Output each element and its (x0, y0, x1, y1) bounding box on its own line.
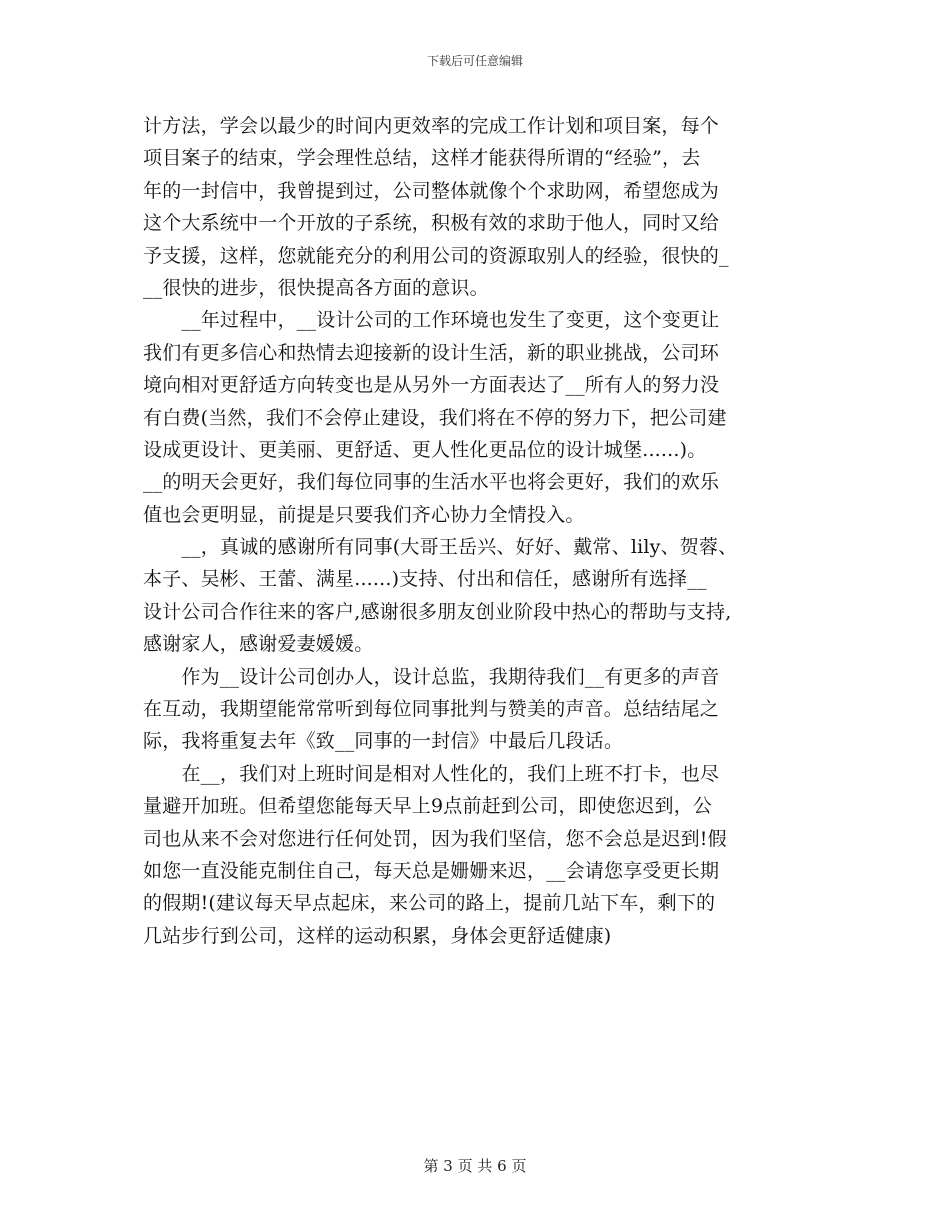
text-line: 作为__设计公司创办人，设计总监，我期待我们__有更多的声音 (143, 665, 720, 688)
text-line: 项目案子的结束，学会理性总结，这样才能获得所谓的“经验”，去 (143, 147, 701, 170)
text-line: 量避开加班。但希望您能每天早上9点前赶到公司，即使您迟到，公 (143, 795, 713, 818)
text-line: 几站步行到公司，这样的运动积累，身体会更舒适健康) (143, 924, 612, 947)
text-line: __，真诚的感谢所有同事(大哥王岳兴、好好、戴常、lily、贺蓉、 (143, 536, 738, 559)
text-line: 在__，我们对上班时间是相对人性化的，我们上班不打卡，也尽 (143, 762, 720, 785)
text-line: 在互动，我期望能常常听到每位同事批判与赞美的声音。总结结尾之 (143, 698, 720, 721)
text-line: 设成更设计、更美丽、更舒适、更人性化更品位的设计城堡......)。 (143, 438, 707, 461)
text-line: __很快的进步，很快提高各方面的意识。 (143, 276, 489, 299)
text-line: 计方法，学会以最少的时间内更效率的完成工作计划和项目案，每个 (143, 115, 720, 137)
text-line: 际，我将重复去年《致__同事的一封信》中最后几段话。 (143, 730, 624, 753)
text-line: 本子、吴彬、王蕾、满星......)支持、付出和信任，感谢所有选择__ (143, 568, 707, 591)
text-line: 我们有更多信心和热情去迎接新的设计生活，新的职业挑战，公司环 (143, 341, 720, 364)
body-text (143, 110, 807, 952)
text-line: 的假期!(建议每天早点起床，来公司的路上，提前几站下车，剩下的 (143, 892, 716, 915)
text-line: __年过程中，__设计公司的工作环境也发生了变更，这个变更让 (143, 309, 720, 332)
page-footer: 第 3 页 共 6 页 (423, 1157, 527, 1175)
text-line: 司也从来不会对您进行任何处罚，因为我们坚信，您不会总是迟到!假 (143, 827, 727, 850)
text-line: 年的一封信中，我曾提到过，公司整体就像个个求助网，希望您成为 (143, 179, 720, 202)
page-header: 下载后可任意编辑 (426, 54, 523, 68)
text-line: 境向相对更舒适方向转变也是从另外一方面表达了__所有人的努力没 (143, 374, 720, 397)
text-line: 有白费(当然，我们不会停止建设，我们将在不停的努力下，把公司建 (143, 406, 727, 429)
text-line: 这个大系统中一个开放的子系统，积极有效的求助于他人，同时又给 (143, 212, 720, 235)
text-line: 感谢家人，感谢爱妻媛媛。 (143, 633, 374, 656)
text-line: __的明天会更好，我们每位同事的生活水平也将会更好，我们的欢乐 (143, 471, 720, 494)
text-line: 予支援，这样，您就能充分的利用公司的资源取别人的经验，很快的_ (143, 244, 729, 267)
text-line: 值也会更明显，前提是只要我们齐心协力全情投入。 (143, 503, 585, 526)
text-line: 设计公司合作往来的客户,感谢很多朋友创业阶段中热心的帮助与支持, (143, 600, 732, 623)
text-line: 如您一直没能克制住自己，每天总是姗姗来迟，__会请您享受更长期 (143, 859, 720, 882)
